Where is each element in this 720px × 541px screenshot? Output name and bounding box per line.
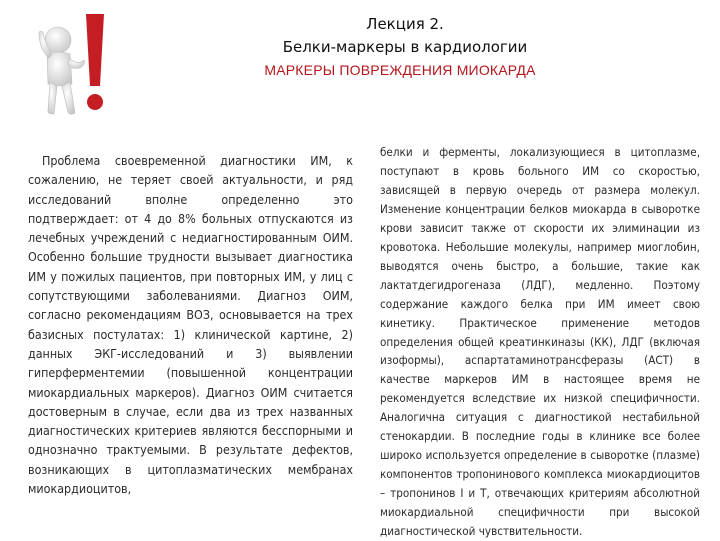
section-heading: МАРКЕРЫ ПОВРЕЖДЕНИЯ МИОКАРДА bbox=[264, 62, 536, 78]
lecture-topic: Белки-маркеры в кардиологии bbox=[282, 38, 528, 56]
lecture-number: Лекция 2. bbox=[366, 15, 444, 33]
person-exclamation-icon bbox=[14, 10, 114, 125]
body-text-left-column: Проблема своевременной диагностики ИМ, к сожалению, не теряет своей актуальности, и ряд исследований вполне определенно это подтверждает: от 4 до 8% больных отпускаются из лечебных учреждений с недиагностированным ОИМ. Особенно большие трудности вызывает диагностика ИМ у пожилых пациентов, при повторных ИМ, у лиц с сопутствующими заболеваниями. Диагноз ОИМ, согласно рекомендациям ВОЗ, основывается на трех базисных постулатах: 1) клинической картине, 2) данных ЭКГ-исследований и 3) выявлении гиперферментемии (повышенной концентрации миокардиальных маркеров). Диагноз ОИМ считается достоверным в случае, если два из трех названных диагностических критериев являются бесспорными и однозначно трактуемыми. В результате дефектов, возникающих в цитоплазматических мембранах миокардиоцитов, bbox=[28, 153, 353, 497]
body-text-right-column: белки и ферменты, локализующиеся в цитоплазме, поступают в кровь больного ИМ со скоростью, зависящей в первую очередь от размера молекул. Изменение концентрации белков миокарда в сыворотке крови зависит также от скорости их элиминации из кровотока. Небольшие молекулы, например миоглобин, выводятся очень быстро, а большие, такие как лактатдегидрогеназа (ЛДГ), медленно. Поэтому содержание каждого белка при ИМ имеет свою кинетику. Практическое применение методов определения общей креатинкиназы (КК), ЛДГ (включая изоформы), аспартатаминотрансферазы (АСТ) в качестве маркеров ИМ в настоящее время не рекомендуется вследствие их низкой специфичности. Аналогична ситуация с диагностикой нестабильной стенокардии. В последние годы в клинике все более широко используется определение в сыворотке (плазме) компонентов тропонинового комплекса миокардиоцитов – тропонинов I и T, отвечающих критериям абсолютной миокардиальной специфичности при высокой диагностической чувствительности. bbox=[380, 145, 700, 539]
